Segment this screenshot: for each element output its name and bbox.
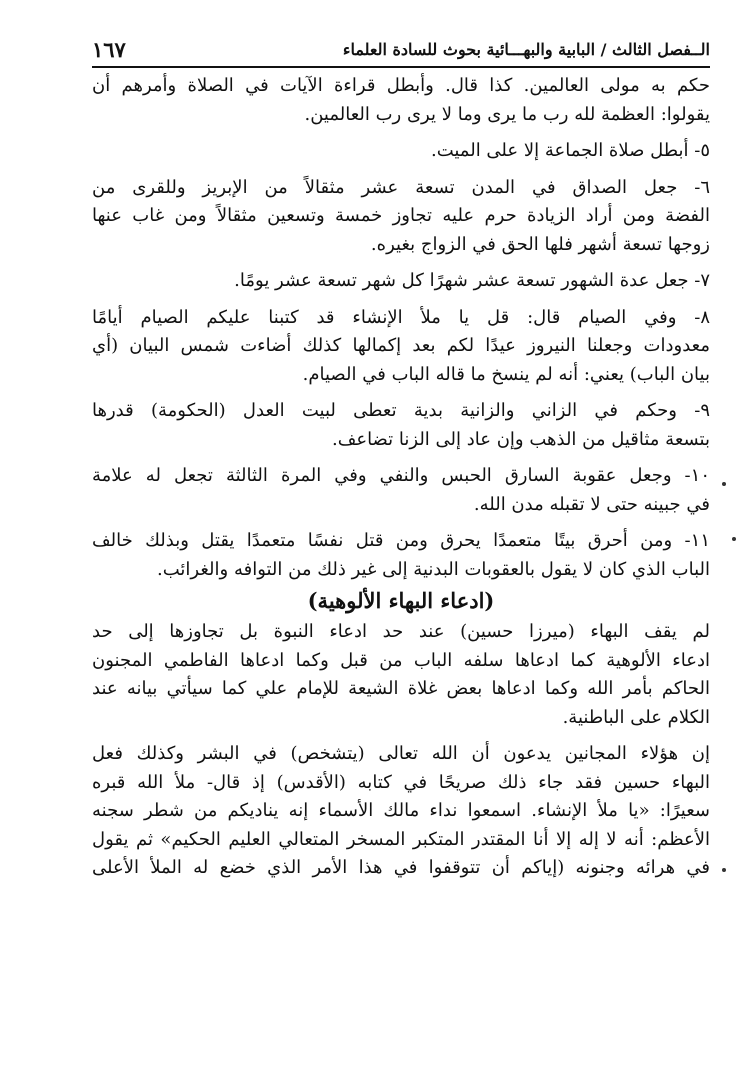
text-line: حكم به مولى العالمين. كذا قال. وأبطل قراءة الآيات في الصلاة وأمرهم أن: [92, 75, 710, 96]
margin-mark: [732, 537, 736, 541]
running-title: الــفصل الثالث / البابية والبهـــائية بحوث للسادة العلماء: [342, 39, 710, 59]
text-line: يقولوا: العظمة لله رب ما يرى وما لا يرى رب العالمين.: [304, 103, 710, 125]
paragraph-2-line: سعيرًا: «يا ملأ الإنشاء. اسمعوا نداء مالك الأسماء إنه يناديكم من شطر سجنه: [92, 800, 710, 821]
list-item-9-line: بتسعة مثاقيل من الذهب وإن عاد إلى الزنا تضاعف.: [331, 428, 710, 450]
list-item-5: ٥- أبطل صلاة الجماعة إلا على الميت.: [430, 140, 710, 161]
page-header: [92, 32, 710, 68]
paragraph-gap: [92, 296, 710, 304]
list-item-8-line: ٨- وفي الصيام قال: قل يا ملأ الإنشاء قد كتبنا عليكم الصيام أيامًا: [92, 306, 710, 328]
paragraph-gap: [92, 259, 710, 267]
paragraph-gap: [92, 732, 710, 740]
paragraph-2-line: الأعظم: أنه لا إله إلا أنا المقتدر المتكبر المسخر المتعالي العليم الحكيم» ثم يقول: [92, 828, 710, 850]
paragraph-1-line: ادعاء الألوهية كما ادعاها سلفه الباب من قبل وكما ادعاها الفاطمي المجنون: [92, 649, 710, 671]
paragraph-gap: [92, 389, 710, 397]
paragraph-gap: [92, 166, 710, 174]
list-item-8-line: بيان الباب) يعني: أنه لم ينسخ ما قاله الباب في الصيام.: [302, 363, 710, 385]
page-body: [92, 72, 710, 883]
list-item-8-line: معدودات وجعلنا النيروز عيدًا لكم بعد إكمالها كذلك أضاءت شمس البيان (أي: [92, 335, 710, 356]
list-item-9-line: ٩- وحكم في الزاني والزانية بدية تعطى لبيت العدل (الحكومة) قدرها: [92, 400, 710, 421]
list-item-10-line: في جبينه حتى لا تقبله مدن الله.: [473, 493, 710, 515]
margin-mark: [722, 868, 726, 872]
paragraph-2-line: إن هؤلاء المجانين يدعون أن الله تعالى (يتشخص) في البشر وكذلك فعل: [92, 743, 710, 764]
paragraph-1-line: لم يقف البهاء (ميرزا حسين) عند حد ادعاء النبوة بل تجاوزها إلى حد: [92, 621, 710, 642]
paragraph-2-line: البهاء حسين فقد جاء ذلك صريحًا في كتابه (الأقدس) إذ قال- ملأ الله قبره: [92, 771, 710, 793]
list-item-7: ٧- جعل عدة الشهور تسعة عشر شهرًا كل شهر تسعة عشر يومًا.: [234, 270, 710, 291]
list-item-6-line: الفضة ومن أراد الزيادة حرم عليه تجاوز خمسة وتسعين مثقالاً ومن غاب عنها: [92, 205, 710, 226]
list-item-11-line: الباب الذي كان لا يقول بالعقوبات البدنية إلى غير ذلك من التوافه والغرائب.: [157, 558, 710, 580]
paragraph-gap: [92, 519, 710, 527]
section-heading: (ادعاء البهاء الألوهية): [307, 588, 495, 613]
margin-mark: [722, 482, 726, 486]
paragraph-gap: [92, 129, 710, 137]
paragraph-1-line: الحاكم بأمر الله وكما ادعاها بعض غلاة الشيعة للإمام علي كما سيأتي بيانه عند: [92, 678, 710, 699]
list-item-6-line: زوجها تسعة أشهر فلها الحق في الزواج بغيره.: [370, 233, 710, 255]
list-item-6-line: ٦- جعل الصداق في المدن تسعة عشر مثقالاً من الإبريز وللقرى من: [92, 176, 710, 198]
page-number: ١٦٧: [92, 36, 126, 62]
paragraph-1-line: الكلام على الباطنية.: [562, 706, 710, 728]
list-item-11-line: ١١- ومن أحرق بيتًا متعمدًا يحرق ومن قتل نفسًا متعمدًا يقتل وبذلك خالف: [92, 530, 710, 551]
list-item-10-line: ١٠- وجعل عقوبة السارق الحبس والنفي وفي المرة الثالثة تجعل له علامة: [92, 465, 710, 486]
paragraph-gap: [92, 454, 710, 462]
paragraph-2-line: في هرائه وجنونه (إياكم أن تتوقفوا في هذا الأمر الذي خضع له الملأ الأعلى: [92, 857, 710, 878]
